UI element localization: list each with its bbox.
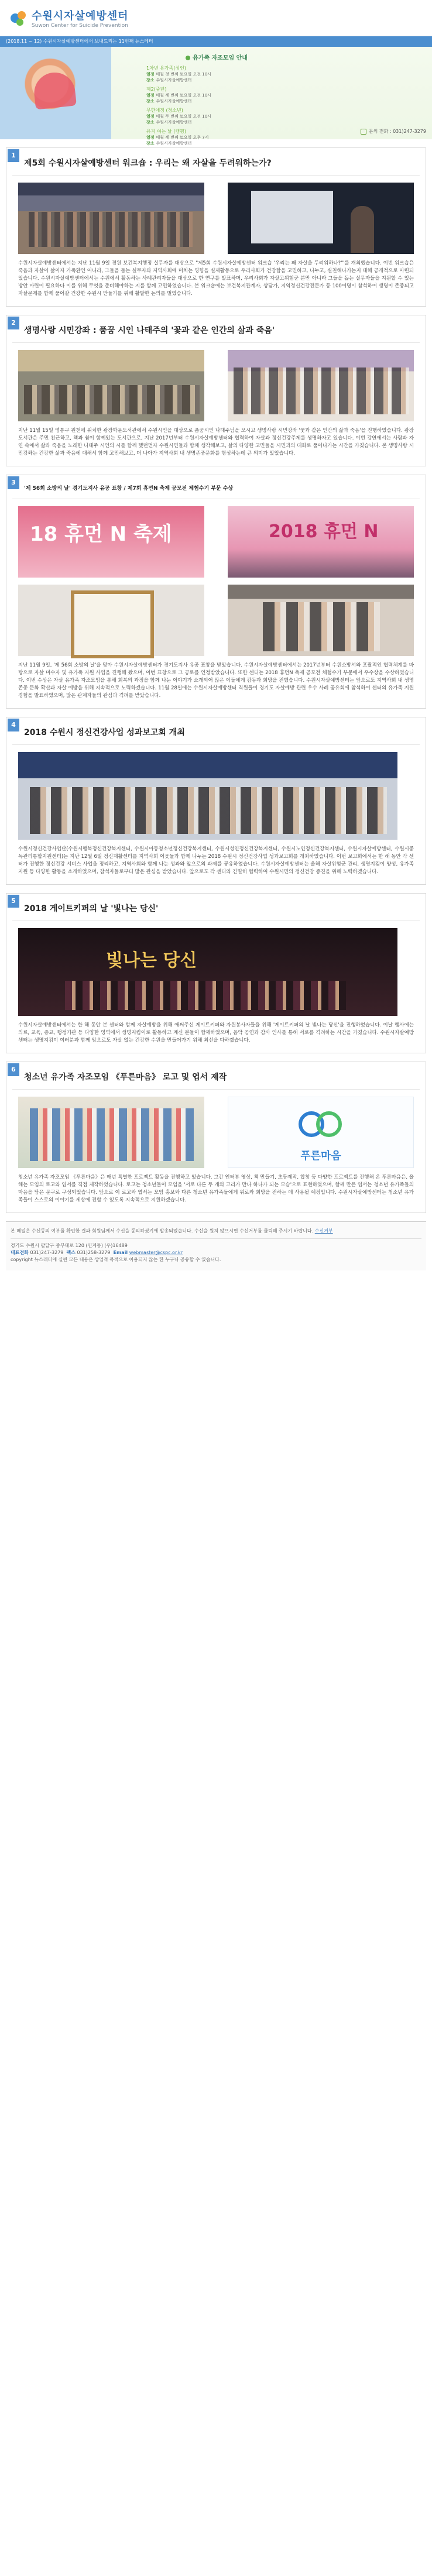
address: 경기도 수원시 팔달구 중부대로 120 (인계동) (우)16489 bbox=[11, 1243, 128, 1248]
article-section-5 bbox=[6, 893, 426, 1053]
group-item: 1차년 유가족(성인) 일정 매월 첫 번째 토요일 오전 10시 장소 수원시자살예방센터 bbox=[146, 66, 211, 83]
group-item: 무한애정 (청소년) 일정 매월 두 번째 토요일 오전 10시 장소 수원시자살예방센터 bbox=[146, 108, 211, 125]
group-logo-image: 푸른마음 bbox=[228, 1097, 414, 1168]
article-body: 수원시정신건강사업단(수원시행복정신건강복지센터, 수원시아동청소년정신건강복지센터, 수원시성인정신건강복지센터, 수원시노인정신건강복지센터, 수원시자살예방센터, 수원시중독관리통합지원센터)는 지난 12월 6일 정신재활센터를 지역사회 이웃들과 함께 나누는 2018 수원시 정신건강사업 성과보고회를 개최하였습니다. 이번 보고회에서는 한 해 동안 각 센터가 진행한 정신건강 서비스 사업을 정리하고, 지역사회와 함께 나눈 성과와 앞으로의 과제를 공유하였습니다. 수원시자살예방센터는 올해 자살위험군 관리, 생명지킴이 양성, 유가족 지원 등 다양한 활동을 소개하였으며, 참석자들로부터 많은 관심을 받았습니다. 앞으로도 각 센터와 긴밀히 협력하여 수원시민의 정신건강 증진을 위해 노력하겠습니다. bbox=[18, 846, 414, 875]
unsubscribe-notice: 본 메일은 수신동의 여부를 확인한 결과 회원님께서 수신을 동의하셨기에 발송되었습니다. 수신을 원치 않으시면 수신거부를 클릭해 주시기 바랍니다. 수신거부 bbox=[11, 1228, 333, 1234]
hero-title: 유가족 자조모임 안내 bbox=[146, 53, 287, 61]
article-title[interactable]: 2018 게이트키퍼의 날 '빛나는 당신' bbox=[24, 904, 159, 913]
hero-banner bbox=[0, 47, 432, 146]
certificate-photo bbox=[18, 585, 204, 656]
section-number: 2 bbox=[8, 317, 19, 329]
article-body: 지난 11월 9일, '제 56회 소방의 날'을 맞아 수원시자살예방센터가 경기도지사 유공 표창을 받았습니다. 수원시자살예방센터에서는 2017년부터 수원소방서와 포괄적인 협력체계를 바탕으로 자살 미수자 및 유가족 지원 사업을 진행해 왔으며, 이번 표창으로 그 공로를 인정받았습니다. 또한 센터는 2018 휴먼N 축제 공모전 체험수기 부문에서 우수상을 수상하였습니다. 이번 수상은 자살 유가족 자조모임을 통해 회복의 과정을 함께 나눈 이야기가 소개되어 많은 이들에게 감동과 희망을 전했습니다. 수원시자살예방센터는 앞으로도 지역사회 내 생명존중 문화 확산과 자살 예방을 위해 지속적으로 노력하겠습니다. 11월 28일에는 수원시자살예방센터 직원들이 경기도 자살예방 관련 우수 사례 공유회에 참석하여 센터의 유가족 지원 경험을 발표하였으며, 많은 관계자들의 관심과 격려를 받았습니다. bbox=[18, 662, 414, 699]
article-photo: 18 휴먼 N 축제 bbox=[18, 506, 204, 578]
article-body: 지난 11월 15일 영통구 원천에 위치한 광장학문도서관에서 수원시민을 대상으로 품꿈시인 나태주님을 모시고 생명사랑 시민강좌 '꽃과 같은 인간의 삶과 죽음'을 진행하였습니다. 광장도서관은 주민 친근하고, 책과 쉼이 함께있는 도서관으로, 지난 2017년부터 수원시자살예방센터와 협력하여 자살과 정신건강주제를 생명하자고 있습니다. 이번 강연에서는 사람과 자연 속에서 삶과 죽음을 노래한 나태주 시인의 시를 함께 했던먼자 수원시민들과 함께 생각해보고, 삶의 다양한 고민들을 시민과의 대화로 풀어나가는 시간을 가졌습니다. 본 생명사랑 시민강좌는 건강한 삶과 죽음에 대해서 함께 고민해보고, 더 나아가 지역사회 내 생명존중문화를 형성하는데 큰 의미가 있었습니다. bbox=[18, 428, 414, 456]
bullet-icon bbox=[186, 56, 190, 60]
org-name: 수원시자살예방센터 bbox=[32, 9, 129, 22]
self-help-info bbox=[146, 53, 287, 149]
unsubscribe-link[interactable]: 수신거부 bbox=[314, 1228, 333, 1234]
article-photo bbox=[228, 183, 414, 254]
article-section-1 bbox=[6, 147, 426, 307]
ring-logo-icon bbox=[299, 1105, 344, 1146]
article-body: 청소년 유가족 자조모임 《푸른마음》은 매년 특별한 프로젝트 활동을 진행하고 있습니다. 그간 인터뷰 영상, 책 만들기, 초등제작, 합창 등 다양한 프로젝트를 진행해 온 푸른마음은, 올해는 모임의 로고와 엽서를 직접 제작하였습니다. 로고는 청소년들이 모임을 '서로 다른 두 개의 고리가 만나 하나가 되는 모습'으로 표현하였으며, 함께 만든 엽서는 청소년 유가족들의 마음을 담은 문구로 구성되었습니다. 앞으로 이 로고와 엽서는 모임 홍보와 다른 청소년 유가족들에게 위로와 희망을 전하는 데 사용될 예정입니다. 수원시자살예방센터는 청소년 유가족들이 스스로의 이야기를 세상에 전할 수 있도록 지속적으로 지원하겠습니다. bbox=[18, 1174, 414, 1203]
heart-icon bbox=[32, 71, 77, 110]
article-photo bbox=[18, 350, 204, 421]
article-photo bbox=[228, 585, 414, 656]
org-name-en: Suwon Center for Suicide Prevention bbox=[32, 22, 128, 29]
article-photo: 2018 휴먼 N bbox=[228, 506, 414, 578]
article-photo: 빛나는 당신 bbox=[18, 928, 397, 1016]
article-section-6 bbox=[6, 1062, 426, 1213]
center-logo-icon bbox=[11, 10, 27, 26]
logo-text[interactable] bbox=[32, 8, 129, 29]
article-body: 수원시자살예방센터에서는 지난 11월 9일 경원 보건복지행정 실무자를 대상으로 "제5회 수원시자살예방센터 워크숍 '우리는 왜 자살을 두려워하나?'"를 개최했습니다. 이번 워크숍은 죽음과 자살이 삶이자 가족환인 어니라, 그들을 돕는 실무자와 지역사회에 미치는 영향을 실제활동으로 우리사회가 건강함을 고민하고, 나누고, 실천해나가는지 대해 공개적으로 마련되었습니다. 수원시자살예방센터에서는 수원에서 활동하는 사례관리자들을 대상으로 한 연구를 발표하며, 우리사회가 자살고위험군 분만 아니라 그들을 돕는 실무자들을 지원할 수 있는 방안 마련이 필요하다 이를 위해 무엇을 준비해야하는 지를 함께 고민하였습니다. 본 워크숍에는 보건복지관계자, 상담가, 지역정신건강전문가 등 100여명이 참석하여 생명이 존중되고 자살문제를 함께 풀어갈 건강한 수원시 만들기를 위해 활발한 논의를 벌였습니다. bbox=[18, 260, 414, 297]
email-link[interactable]: webmaster@cspc.or.kr bbox=[129, 1250, 183, 1255]
section-number: 3 bbox=[8, 476, 19, 489]
article-section-2 bbox=[6, 315, 426, 466]
article-photo bbox=[18, 1097, 204, 1168]
group-item: 유지 여는 날 (캠핑) 일정 매월 세 번째 토요일 오후 7시 장소 수원시자살예방센터 bbox=[146, 129, 209, 146]
article-photo bbox=[18, 752, 397, 840]
group-item: 제2(중년) 일정 매월 세 번째 토요일 오전 10시 장소 수원시자살예방센터 bbox=[146, 87, 211, 104]
footer bbox=[6, 1221, 426, 1270]
divider bbox=[11, 1238, 421, 1239]
hero-phone: 문의 전화 : 031)247-3279 bbox=[361, 128, 426, 135]
section-number: 4 bbox=[8, 719, 19, 731]
article-photo bbox=[18, 183, 204, 254]
section-number: 5 bbox=[8, 895, 19, 908]
article-title[interactable]: 생명사랑 시민강좌 : 품꿈 시인 나태주의 '꽃과 같은 인간의 삶과 죽음' bbox=[24, 326, 275, 335]
article-section-3 bbox=[6, 475, 426, 709]
article-title[interactable]: '제 56회 소방의 날' 경기도지사 유공 표창 / 제7회 휴먼N 축제 공모전 체험수기 부문 수상 bbox=[24, 486, 234, 492]
newsletter-page bbox=[0, 0, 432, 1270]
article-title[interactable]: 청소년 유가족 자조모임 《푸른마음》 로고 및 엽서 제작 bbox=[24, 1073, 227, 1082]
issue-bar: (2018.11 ~ 12) 수원시자살예방센터에서 보내드리는 11번째 뉴스레터 bbox=[0, 36, 432, 47]
article-body: 수원시자살예방센터에서는 한 해 동안 본 센터와 함께 자살예방을 위해 애써주신 게이트키퍼와 자원봉사자들을 위해 '게이트키퍼의 날 빛나는 당신'을 진행하였습니다. 이날 행사에는 의료, 교육, 종교, 행정기관 등 다양한 영역에서 생명지킴이로 활동하고 계신 분들이 함께하였으며, 음악 공연과 감사 인사를 통해 서로를 격려하는 시간을 가졌습니다. 수원시자살예방센터는 생명지킴이 여러분과 함께 앞으로도 자살 없는 건강한 수원을 만들어가기 위해 최선을 다하겠습니다. bbox=[18, 1022, 414, 1043]
contact-line: 대표전화 031)247-3279 팩스 031)258-3279 Email webmaster@cspc.or.kr bbox=[11, 1250, 183, 1255]
article-section-4 bbox=[6, 717, 426, 885]
hero-photo bbox=[0, 47, 111, 139]
section-number: 6 bbox=[8, 1063, 19, 1076]
phone-icon bbox=[361, 129, 366, 135]
article-photo bbox=[228, 350, 414, 421]
article-title[interactable]: 제5회 수원시자살예방센터 워크숍 : 우리는 왜 자살을 두려워하는가? bbox=[24, 159, 272, 168]
section-number: 1 bbox=[8, 149, 19, 162]
copyright: copyright 뉴스레터에 실린 모든 내용은 상업적 목적으로 이용되지 않는 한 누구나 공유할 수 있습니다. bbox=[11, 1257, 221, 1262]
header bbox=[0, 0, 432, 36]
article-title[interactable]: 2018 수원시 정신건강사업 성과보고회 개최 bbox=[24, 728, 185, 737]
